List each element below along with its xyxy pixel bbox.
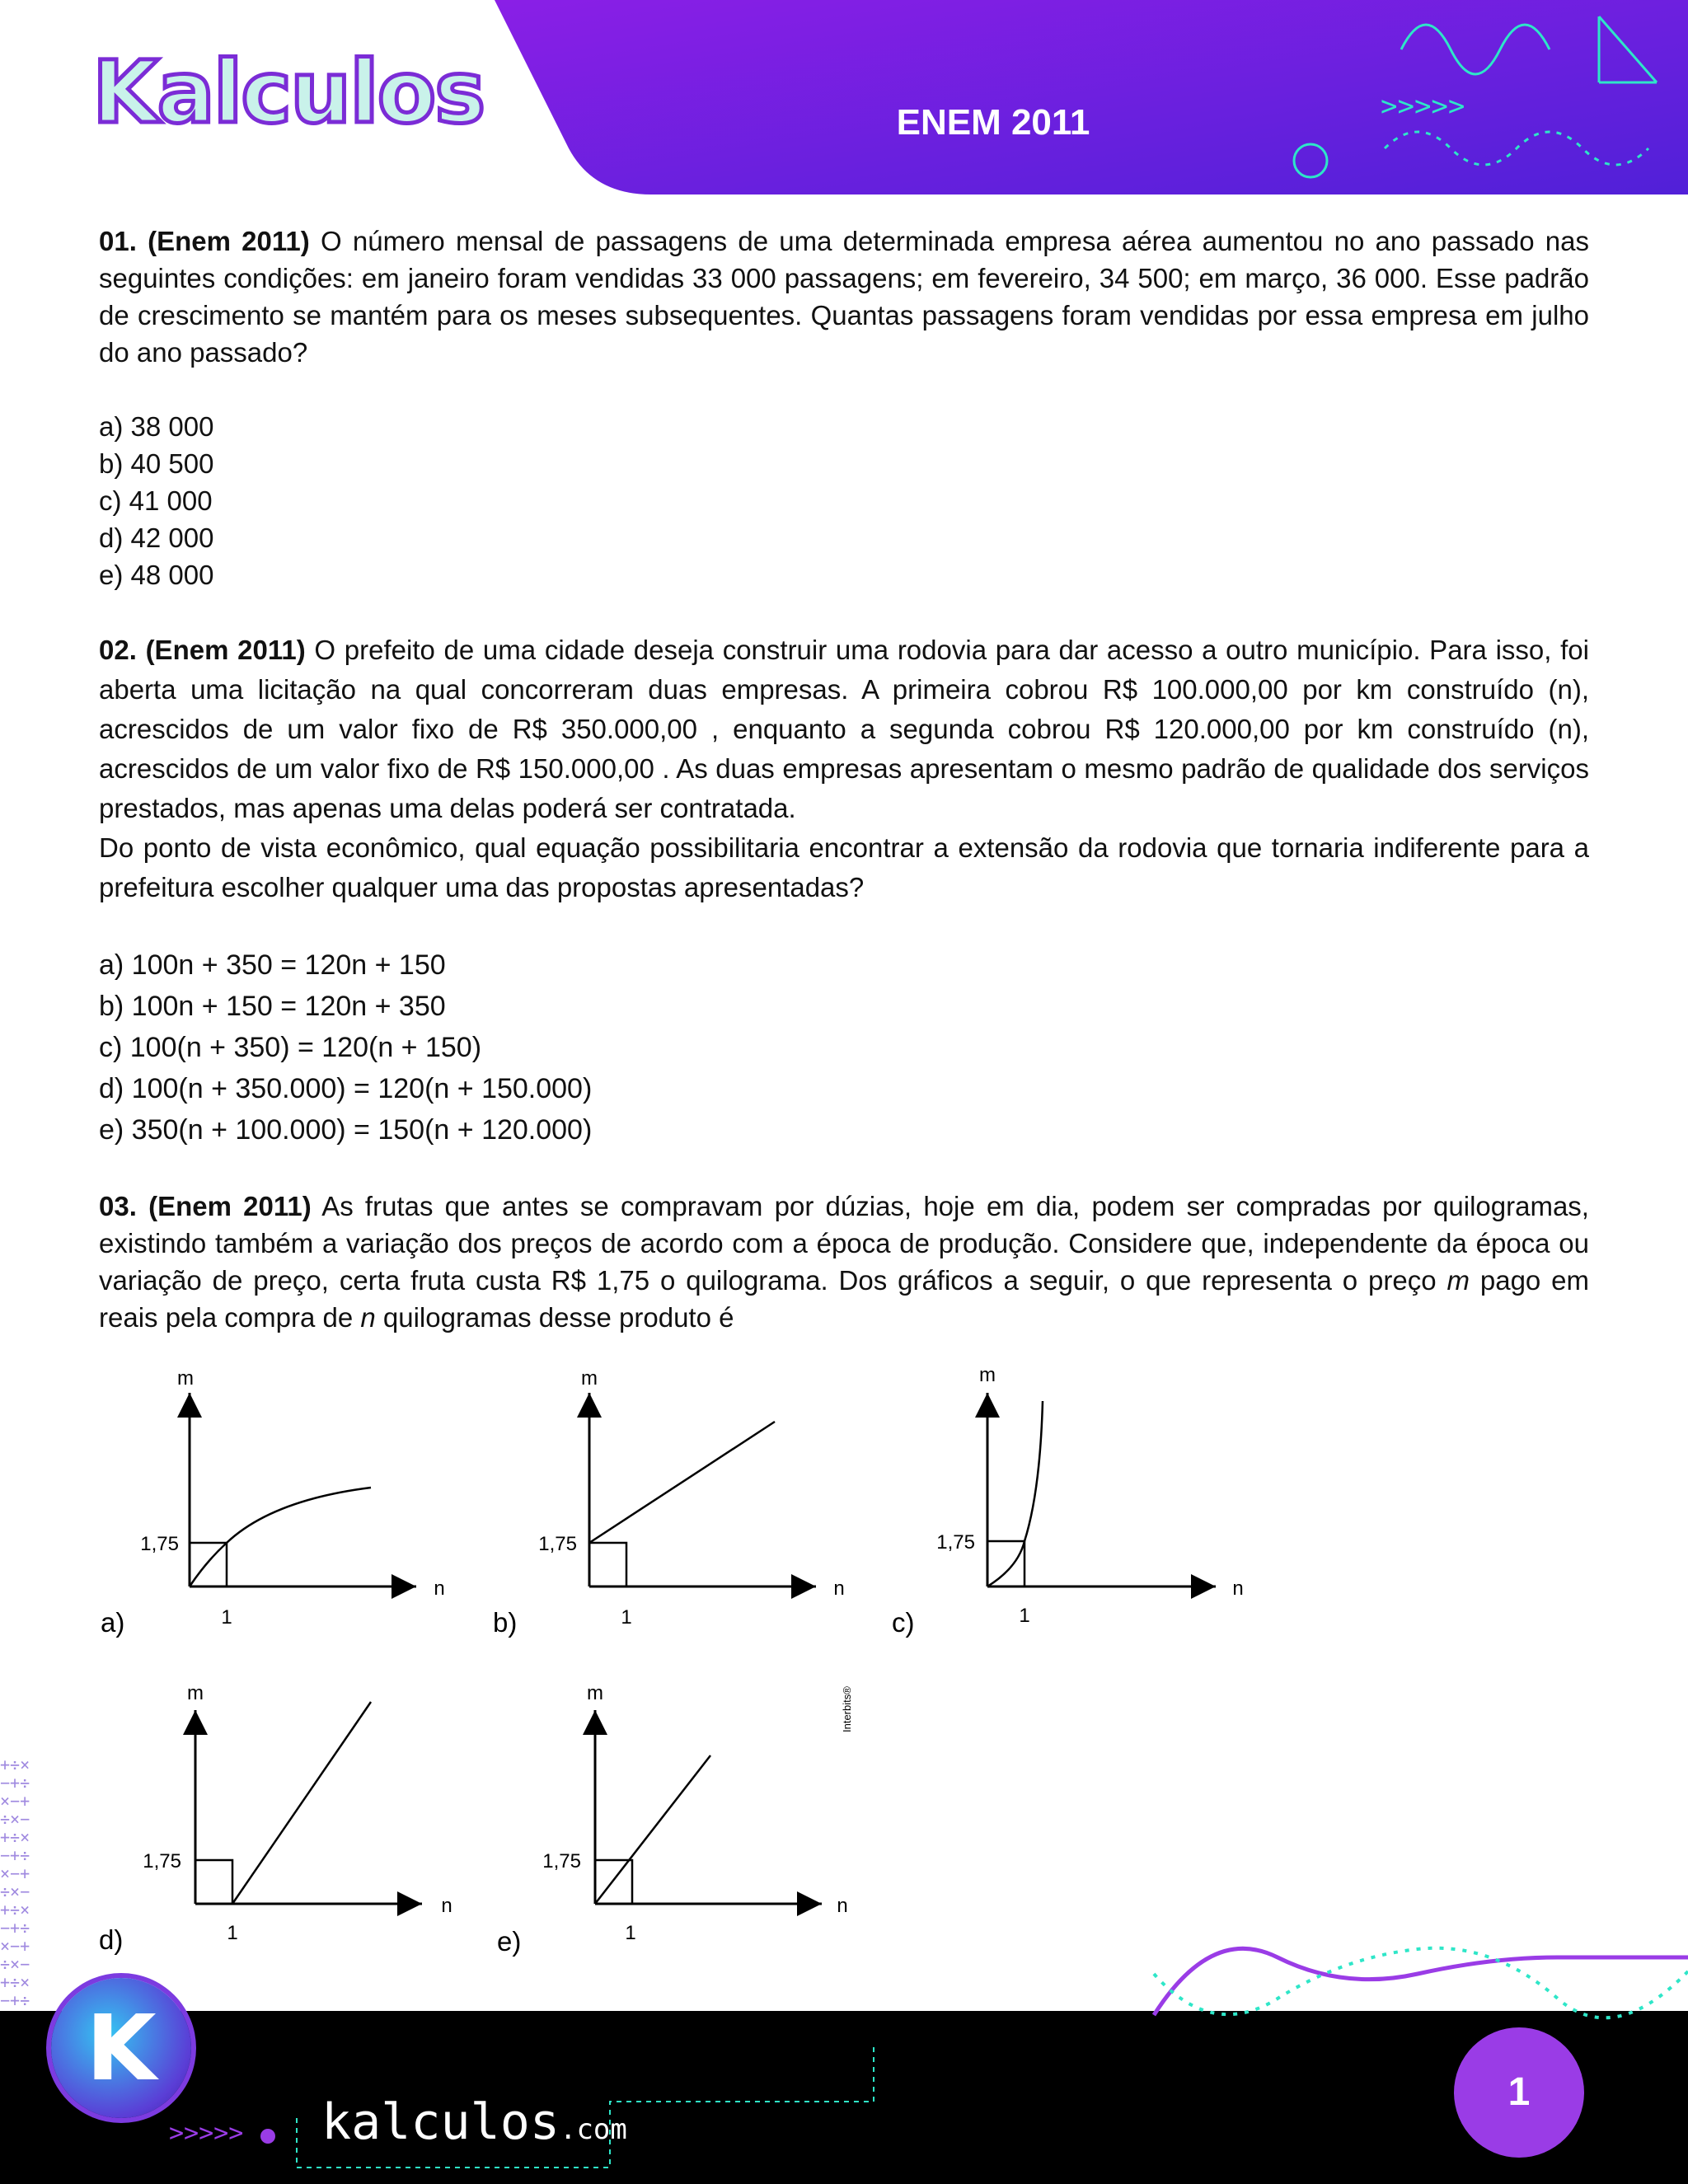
option-e[interactable]: e) 48 000: [99, 560, 214, 590]
image-credit: Interbits®: [841, 1686, 853, 1732]
question-text: O prefeito de uma cidade deseja construir uma rodovia para dar acesso a outro município. Para isso, foi aberta uma licitação na qual concorreram duas empresas. A primeira cobrou R$ 100.000,00 por km construído (n), acrescidos de um valor fixo de R$ 350.000,00 , enquanto a segunda cobrou R$ 120.000,00 por km construído (n), acrescidos de um valor fixo de R$ 150.000,00 . As duas empresas apresentam o mesmo padrão de qualidade dos serviços prestados, mas apenas uma delas poderá ser contratada.: [99, 635, 1589, 823]
curve: [589, 1422, 775, 1543]
question-text: As frutas que antes se compravam por dúzias, hoje em dia, podem ser compradas por quilogramas, existindo também a variação dos preços de acordo com a época de produção. Considere que, independente da época ou variação de preço, certa fruta custa R$ 1,75 o quilograma. Dos gráficos a seguir, o que representa o preço: [99, 1191, 1589, 1296]
x-tick-label: 1: [1019, 1605, 1030, 1627]
site-name: kalculos: [321, 2093, 560, 2151]
kalculos-logo[interactable]: [92, 42, 485, 143]
x-tick-label: 1: [221, 1606, 232, 1629]
graphs-svg: [0, 1352, 1688, 1978]
question-list: [99, 223, 1589, 1336]
option-letter: e): [497, 1926, 522, 1957]
svg-text:>>>>>: >>>>>: [169, 2119, 244, 2148]
option-letter: c): [892, 1607, 915, 1638]
page-number-badge: 1: [1454, 2027, 1584, 2158]
curve: [190, 1488, 371, 1586]
x-tick-label: 1: [625, 1922, 636, 1944]
option-b[interactable]: b) 100n + 150 = 120n + 350: [99, 991, 446, 1022]
y-tick-label: 1,75: [936, 1531, 975, 1554]
option-letter: d): [99, 1924, 124, 1955]
curve: [595, 1755, 710, 1904]
option-letter: b): [493, 1607, 518, 1638]
x-tick-label: 1: [227, 1922, 238, 1944]
option-d[interactable]: d) 42 000: [99, 523, 214, 553]
footer-site-link[interactable]: [321, 2093, 627, 2151]
option-a[interactable]: a) 100n + 350 = 120n + 150: [99, 949, 446, 981]
variable-m: m: [1447, 1265, 1470, 1296]
reference-lines: [987, 1541, 1025, 1586]
x-axis-label: n: [1232, 1577, 1244, 1600]
variable-n: n: [360, 1302, 376, 1333]
question-text: O número mensal de passagens de uma determinada empresa aérea aumentou no ano passado nas seguintes condições: em janeiro foram vendidas 33 000 passagens; em fevereiro, 34 500; em março, 36 000. Esse padrão de crescimento se mantém para os meses subsequentes. Quantas passagens foram vendidas por essa empresa em julho do ano passado?: [99, 226, 1589, 368]
question-number: 03. (Enem 2011): [99, 1191, 312, 1221]
option-b[interactable]: b) 40 500: [99, 448, 214, 479]
question-1: [99, 223, 1589, 371]
curve: [987, 1401, 1043, 1586]
option-letter: a): [101, 1607, 125, 1638]
option-c[interactable]: c) 100(n + 350) = 120(n + 150): [99, 1032, 482, 1063]
question-number: 01. (Enem 2011): [99, 226, 310, 256]
question-text: pago em reais pela compra de: [99, 1265, 1590, 1333]
x-axis-label: n: [833, 1577, 845, 1600]
site-tld: .com: [559, 2113, 627, 2146]
option-e[interactable]: e) 350(n + 100.000) = 150(n + 120.000): [99, 1114, 593, 1146]
options-q1: [99, 408, 1589, 593]
page-header: [0, 0, 1688, 194]
wave-decoration: [1146, 1924, 1688, 2023]
logo-text: Kalculos: [92, 42, 485, 143]
footer-decoration: [0, 2011, 1688, 2184]
question-3: [99, 1188, 1589, 1336]
graph-b[interactable]: [493, 1367, 845, 1638]
y-axis-label: m: [979, 1364, 996, 1386]
graph-c[interactable]: [892, 1364, 1244, 1638]
y-tick-label: 1,75: [538, 1533, 577, 1555]
question-2: [99, 630, 1589, 907]
option-c[interactable]: c) 41 000: [99, 485, 213, 516]
options-q2: [99, 944, 1589, 1151]
y-tick-label: 1,75: [542, 1850, 581, 1872]
curve: [232, 1702, 371, 1904]
option-d[interactable]: d) 100(n + 350.000) = 120(n + 150.000): [99, 1073, 593, 1104]
x-axis-label: n: [441, 1895, 452, 1917]
graph-e[interactable]: [497, 1682, 848, 1957]
y-axis-label: m: [187, 1682, 204, 1704]
graph-options: [0, 1352, 1688, 1978]
x-tick-label: 1: [621, 1606, 632, 1629]
reference-lines: [589, 1543, 626, 1586]
side-decoration: +÷× −+÷ ×−+ ÷×− +÷× −+÷ ×−+ ÷×− +÷× −+÷ ×−+ ÷×− +÷× −+÷: [0, 1755, 30, 2010]
page-footer: [0, 2011, 1688, 2184]
graph-d[interactable]: [99, 1682, 452, 1955]
exam-title: ENEM 2011: [896, 102, 1090, 143]
y-axis-label: m: [581, 1367, 598, 1390]
y-axis-label: m: [177, 1367, 194, 1390]
question-text: quilogramas desse produto é: [375, 1302, 734, 1333]
x-axis-label: n: [434, 1577, 445, 1600]
question-number: 02. (Enem 2011): [99, 635, 306, 665]
reference-lines: [195, 1860, 232, 1904]
option-a[interactable]: a) 38 000: [99, 411, 214, 442]
y-tick-label: 1,75: [143, 1850, 181, 1872]
graph-a[interactable]: [101, 1367, 445, 1638]
k-logo-badge: K: [51, 1978, 191, 2118]
x-axis-label: n: [837, 1895, 848, 1917]
svg-text:>>>>>: >>>>>: [1381, 90, 1465, 123]
question-text-continued: Do ponto de vista econômico, qual equação possibilitaria encontrar a extensão da rodovia que tornaria indiferente para a prefeitura escolher qualquer uma das propostas apresentadas?: [99, 832, 1589, 902]
y-tick-label: 1,75: [140, 1533, 179, 1555]
y-axis-label: m: [587, 1682, 603, 1704]
